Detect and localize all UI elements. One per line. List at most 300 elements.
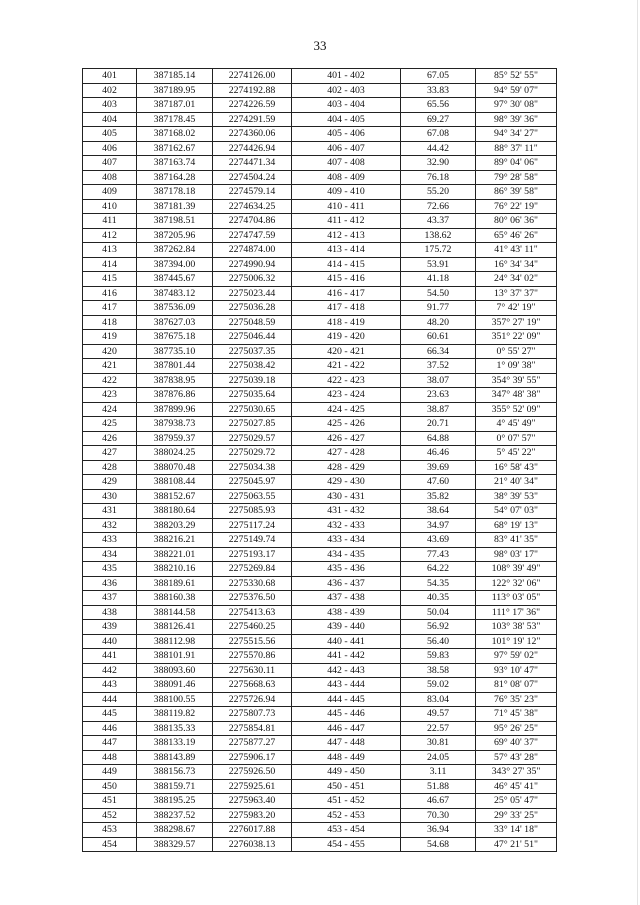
- table-row: [83, 504, 557, 519]
- northing-cell: 2275963.40: [213, 794, 292, 809]
- bearing-cell: 354° 39' 55": [476, 373, 557, 388]
- segment-cell: 410 - 411: [292, 199, 401, 214]
- point-id-cell: 437: [83, 591, 137, 606]
- northing-cell: 2275030.65: [213, 402, 292, 417]
- table-row: [83, 692, 557, 707]
- bearing-cell: 81° 08' 07": [476, 678, 557, 693]
- table-row: [83, 344, 557, 359]
- bearing-cell: 69° 40' 37": [476, 736, 557, 751]
- segment-cell: 434 - 435: [292, 547, 401, 562]
- point-id-cell: 422: [83, 373, 137, 388]
- table-row: [83, 475, 557, 490]
- point-id-cell: 429: [83, 475, 137, 490]
- bearing-cell: 357° 27' 19": [476, 315, 557, 330]
- easting-cell: 388091.46: [137, 678, 213, 693]
- bearing-cell: 89° 04' 06": [476, 156, 557, 171]
- northing-cell: 2275877.27: [213, 736, 292, 751]
- bearing-cell: 4° 45' 49": [476, 417, 557, 432]
- northing-cell: 2274579.14: [213, 185, 292, 200]
- easting-cell: 387938.73: [137, 417, 213, 432]
- table-row: [83, 185, 557, 200]
- distance-cell: 38.58: [401, 663, 476, 678]
- easting-cell: 388152.67: [137, 489, 213, 504]
- northing-cell: 2275023.44: [213, 286, 292, 301]
- distance-cell: 22.57: [401, 721, 476, 736]
- distance-cell: 48.20: [401, 315, 476, 330]
- bearing-cell: 122° 32' 06": [476, 576, 557, 591]
- point-id-cell: 427: [83, 446, 137, 461]
- point-id-cell: 428: [83, 460, 137, 475]
- distance-cell: 77.43: [401, 547, 476, 562]
- distance-cell: 55.20: [401, 185, 476, 200]
- easting-cell: 387838.95: [137, 373, 213, 388]
- northing-cell: 2275193.17: [213, 547, 292, 562]
- bearing-cell: 54° 07' 03": [476, 504, 557, 519]
- table-row: [83, 83, 557, 98]
- distance-cell: 67.05: [401, 69, 476, 84]
- northing-cell: 2276017.88: [213, 823, 292, 838]
- northing-cell: 2275926.50: [213, 765, 292, 780]
- northing-cell: 2275063.55: [213, 489, 292, 504]
- table-row: [83, 286, 557, 301]
- point-id-cell: 407: [83, 156, 137, 171]
- point-id-cell: 431: [83, 504, 137, 519]
- segment-cell: 441 - 442: [292, 649, 401, 664]
- easting-cell: 387205.96: [137, 228, 213, 243]
- bearing-cell: 13° 37' 37": [476, 286, 557, 301]
- northing-cell: 2274291.59: [213, 112, 292, 127]
- easting-cell: 387187.01: [137, 98, 213, 113]
- northing-cell: 2275668.63: [213, 678, 292, 693]
- point-id-cell: 452: [83, 808, 137, 823]
- easting-cell: 387163.74: [137, 156, 213, 171]
- table-row: [83, 750, 557, 765]
- segment-cell: 425 - 426: [292, 417, 401, 432]
- point-id-cell: 440: [83, 634, 137, 649]
- northing-cell: 2274226.59: [213, 98, 292, 113]
- point-id-cell: 402: [83, 83, 137, 98]
- easting-cell: 388108.44: [137, 475, 213, 490]
- segment-cell: 426 - 427: [292, 431, 401, 446]
- segment-cell: 419 - 420: [292, 330, 401, 345]
- segment-cell: 409 - 410: [292, 185, 401, 200]
- distance-cell: 46.46: [401, 446, 476, 461]
- point-id-cell: 453: [83, 823, 137, 838]
- bearing-cell: 351° 22' 09": [476, 330, 557, 345]
- point-id-cell: 424: [83, 402, 137, 417]
- table-row: [83, 199, 557, 214]
- bearing-cell: 71° 45' 38": [476, 707, 557, 722]
- northing-cell: 2274471.34: [213, 156, 292, 171]
- point-id-cell: 444: [83, 692, 137, 707]
- table-row: [83, 446, 557, 461]
- easting-cell: 387185.14: [137, 69, 213, 84]
- point-id-cell: 448: [83, 750, 137, 765]
- distance-cell: 175.72: [401, 243, 476, 258]
- point-id-cell: 420: [83, 344, 137, 359]
- distance-cell: 39.69: [401, 460, 476, 475]
- table-row: [83, 518, 557, 533]
- easting-cell: 388101.91: [137, 649, 213, 664]
- easting-cell: 388180.64: [137, 504, 213, 519]
- point-id-cell: 434: [83, 547, 137, 562]
- point-id-cell: 445: [83, 707, 137, 722]
- table-row: [83, 431, 557, 446]
- northing-cell: 2275460.25: [213, 620, 292, 635]
- northing-cell: 2274747.59: [213, 228, 292, 243]
- northing-cell: 2274360.06: [213, 127, 292, 142]
- segment-cell: 437 - 438: [292, 591, 401, 606]
- bearing-cell: 76° 35' 23": [476, 692, 557, 707]
- point-id-cell: 430: [83, 489, 137, 504]
- bearing-cell: 347° 48' 38": [476, 388, 557, 403]
- segment-cell: 423 - 424: [292, 388, 401, 403]
- bearing-cell: 65° 46' 26": [476, 228, 557, 243]
- bearing-cell: 21° 40' 34": [476, 475, 557, 490]
- bearing-cell: 29° 33' 25": [476, 808, 557, 823]
- point-id-cell: 403: [83, 98, 137, 113]
- bearing-cell: 94° 59' 07": [476, 83, 557, 98]
- point-id-cell: 442: [83, 663, 137, 678]
- distance-cell: 34.97: [401, 518, 476, 533]
- distance-cell: 41.18: [401, 272, 476, 287]
- table-row: [83, 736, 557, 751]
- bearing-cell: 38° 39' 53": [476, 489, 557, 504]
- segment-cell: 404 - 405: [292, 112, 401, 127]
- table-row: [83, 489, 557, 504]
- northing-cell: 2275034.38: [213, 460, 292, 475]
- easting-cell: 387801.44: [137, 359, 213, 374]
- easting-cell: 387181.39: [137, 199, 213, 214]
- segment-cell: 411 - 412: [292, 214, 401, 229]
- segment-cell: 430 - 431: [292, 489, 401, 504]
- easting-cell: 387189.95: [137, 83, 213, 98]
- segment-cell: 438 - 439: [292, 605, 401, 620]
- bearing-cell: 113° 03' 05": [476, 591, 557, 606]
- easting-cell: 388210.16: [137, 562, 213, 577]
- table-row: [83, 562, 557, 577]
- bearing-cell: 1° 09' 38": [476, 359, 557, 374]
- distance-cell: 38.07: [401, 373, 476, 388]
- segment-cell: 440 - 441: [292, 634, 401, 649]
- northing-cell: 2275726.94: [213, 692, 292, 707]
- distance-cell: 67.08: [401, 127, 476, 142]
- distance-cell: 43.69: [401, 533, 476, 548]
- northing-cell: 2275149.74: [213, 533, 292, 548]
- easting-cell: 388221.01: [137, 547, 213, 562]
- distance-cell: 72.66: [401, 199, 476, 214]
- northing-cell: 2274990.94: [213, 257, 292, 272]
- table-row: [83, 243, 557, 258]
- bearing-cell: 103° 38' 53": [476, 620, 557, 635]
- distance-cell: 36.94: [401, 823, 476, 838]
- northing-cell: 2274504.24: [213, 170, 292, 185]
- point-id-cell: 426: [83, 431, 137, 446]
- point-id-cell: 438: [83, 605, 137, 620]
- easting-cell: 387445.67: [137, 272, 213, 287]
- point-id-cell: 443: [83, 678, 137, 693]
- easting-cell: 388216.21: [137, 533, 213, 548]
- point-id-cell: 404: [83, 112, 137, 127]
- bearing-cell: 76° 22' 19": [476, 199, 557, 214]
- bearing-cell: 101° 19' 12": [476, 634, 557, 649]
- northing-cell: 2275807.73: [213, 707, 292, 722]
- easting-cell: 387675.18: [137, 330, 213, 345]
- table-row: [83, 576, 557, 591]
- northing-cell: 2275983.20: [213, 808, 292, 823]
- distance-cell: 66.34: [401, 344, 476, 359]
- bearing-cell: 0° 07' 57": [476, 431, 557, 446]
- northing-cell: 2274704.86: [213, 214, 292, 229]
- table-row: [83, 228, 557, 243]
- table-row: [83, 707, 557, 722]
- easting-cell: 387162.67: [137, 141, 213, 156]
- northing-cell: 2275925.61: [213, 779, 292, 794]
- segment-cell: 454 - 455: [292, 837, 401, 852]
- bearing-cell: 7° 42' 19": [476, 301, 557, 316]
- segment-cell: 446 - 447: [292, 721, 401, 736]
- table-row: [83, 533, 557, 548]
- bearing-cell: 111° 17' 36": [476, 605, 557, 620]
- easting-cell: 388156.73: [137, 765, 213, 780]
- point-id-cell: 416: [83, 286, 137, 301]
- northing-cell: 2275085.93: [213, 504, 292, 519]
- point-id-cell: 435: [83, 562, 137, 577]
- table-row: [83, 605, 557, 620]
- point-id-cell: 411: [83, 214, 137, 229]
- bearing-cell: 83° 41' 35": [476, 533, 557, 548]
- table-row: [83, 373, 557, 388]
- distance-cell: 70.30: [401, 808, 476, 823]
- distance-cell: 24.05: [401, 750, 476, 765]
- point-id-cell: 423: [83, 388, 137, 403]
- distance-cell: 54.68: [401, 837, 476, 852]
- distance-cell: 49.57: [401, 707, 476, 722]
- bearing-cell: 5° 45' 22": [476, 446, 557, 461]
- point-id-cell: 405: [83, 127, 137, 142]
- table-row: [83, 257, 557, 272]
- distance-cell: 64.22: [401, 562, 476, 577]
- point-id-cell: 433: [83, 533, 137, 548]
- segment-cell: 415 - 416: [292, 272, 401, 287]
- point-id-cell: 446: [83, 721, 137, 736]
- point-id-cell: 441: [83, 649, 137, 664]
- table-row: [83, 634, 557, 649]
- scan-edge: [637, 0, 638, 905]
- distance-cell: 138.62: [401, 228, 476, 243]
- northing-cell: 2275029.72: [213, 446, 292, 461]
- bearing-cell: 97° 59' 02": [476, 649, 557, 664]
- northing-cell: 2274874.00: [213, 243, 292, 258]
- point-id-cell: 447: [83, 736, 137, 751]
- northing-cell: 2275269.84: [213, 562, 292, 577]
- northing-cell: 2274192.88: [213, 83, 292, 98]
- table-row: [83, 156, 557, 171]
- easting-cell: 388070.48: [137, 460, 213, 475]
- easting-cell: 388160.38: [137, 591, 213, 606]
- bearing-cell: 95° 26' 25": [476, 721, 557, 736]
- easting-cell: 387536.09: [137, 301, 213, 316]
- easting-cell: 387394.00: [137, 257, 213, 272]
- segment-cell: 431 - 432: [292, 504, 401, 519]
- point-id-cell: 412: [83, 228, 137, 243]
- segment-cell: 417 - 418: [292, 301, 401, 316]
- easting-cell: 387262.84: [137, 243, 213, 258]
- segment-cell: 448 - 449: [292, 750, 401, 765]
- northing-cell: 2275515.56: [213, 634, 292, 649]
- segment-cell: 433 - 434: [292, 533, 401, 548]
- northing-cell: 2275038.42: [213, 359, 292, 374]
- segment-cell: 452 - 453: [292, 808, 401, 823]
- table-row: [83, 547, 557, 562]
- table-row: [83, 591, 557, 606]
- point-id-cell: 409: [83, 185, 137, 200]
- easting-cell: 387899.96: [137, 402, 213, 417]
- easting-cell: 388159.71: [137, 779, 213, 794]
- point-id-cell: 410: [83, 199, 137, 214]
- northing-cell: 2275048.59: [213, 315, 292, 330]
- easting-cell: 388100.55: [137, 692, 213, 707]
- bearing-cell: 24° 34' 02": [476, 272, 557, 287]
- table-row: [83, 721, 557, 736]
- segment-cell: 445 - 446: [292, 707, 401, 722]
- easting-cell: 388329.57: [137, 837, 213, 852]
- northing-cell: 2275046.44: [213, 330, 292, 345]
- segment-cell: 424 - 425: [292, 402, 401, 417]
- bearing-cell: 108° 39' 49": [476, 562, 557, 577]
- point-id-cell: 436: [83, 576, 137, 591]
- easting-cell: 388024.25: [137, 446, 213, 461]
- table-row: [83, 112, 557, 127]
- table-row: [83, 301, 557, 316]
- distance-cell: 83.04: [401, 692, 476, 707]
- table-row: [83, 272, 557, 287]
- table-row: [83, 678, 557, 693]
- page-number: 33: [313, 38, 327, 53]
- bearing-cell: 0° 55' 27": [476, 344, 557, 359]
- northing-cell: 2275570.86: [213, 649, 292, 664]
- segment-cell: 406 - 407: [292, 141, 401, 156]
- table-row: [83, 315, 557, 330]
- segment-cell: 443 - 444: [292, 678, 401, 693]
- segment-cell: 413 - 414: [292, 243, 401, 258]
- northing-cell: 2275006.32: [213, 272, 292, 287]
- table-row: [83, 460, 557, 475]
- easting-cell: 388189.61: [137, 576, 213, 591]
- bearing-cell: 68° 19' 13": [476, 518, 557, 533]
- point-id-cell: 432: [83, 518, 137, 533]
- distance-cell: 38.87: [401, 402, 476, 417]
- point-id-cell: 449: [83, 765, 137, 780]
- northing-cell: 2275039.18: [213, 373, 292, 388]
- point-id-cell: 421: [83, 359, 137, 374]
- distance-cell: 44.42: [401, 141, 476, 156]
- distance-cell: 30.81: [401, 736, 476, 751]
- segment-cell: 427 - 428: [292, 446, 401, 461]
- table-row: [83, 98, 557, 113]
- table-row: [83, 359, 557, 374]
- northing-cell: 2274634.25: [213, 199, 292, 214]
- distance-cell: 56.40: [401, 634, 476, 649]
- segment-cell: 444 - 445: [292, 692, 401, 707]
- easting-cell: 388119.82: [137, 707, 213, 722]
- point-id-cell: 408: [83, 170, 137, 185]
- segment-cell: 439 - 440: [292, 620, 401, 635]
- northing-cell: 2275036.28: [213, 301, 292, 316]
- distance-cell: 60.61: [401, 330, 476, 345]
- table-row: [83, 649, 557, 664]
- easting-cell: 387876.86: [137, 388, 213, 403]
- table-row: [83, 417, 557, 432]
- table-row: [83, 170, 557, 185]
- easting-cell: 388203.29: [137, 518, 213, 533]
- segment-cell: 416 - 417: [292, 286, 401, 301]
- easting-cell: 388133.19: [137, 736, 213, 751]
- table-row: [83, 214, 557, 229]
- bearing-cell: 94° 34' 27": [476, 127, 557, 142]
- point-id-cell: 451: [83, 794, 137, 809]
- northing-cell: 2275117.24: [213, 518, 292, 533]
- distance-cell: 50.04: [401, 605, 476, 620]
- segment-cell: 422 - 423: [292, 373, 401, 388]
- table-row: [83, 663, 557, 678]
- table-row: [83, 127, 557, 142]
- distance-cell: 38.64: [401, 504, 476, 519]
- distance-cell: 32.90: [401, 156, 476, 171]
- northing-cell: 2275630.11: [213, 663, 292, 678]
- segment-cell: 418 - 419: [292, 315, 401, 330]
- northing-cell: 2275045.97: [213, 475, 292, 490]
- coordinates-table-body: [83, 69, 557, 852]
- distance-cell: 51.88: [401, 779, 476, 794]
- distance-cell: 59.02: [401, 678, 476, 693]
- northing-cell: 2274426.94: [213, 141, 292, 156]
- distance-cell: 40.35: [401, 591, 476, 606]
- point-id-cell: 401: [83, 69, 137, 84]
- distance-cell: 59.83: [401, 649, 476, 664]
- northing-cell: 2275029.57: [213, 431, 292, 446]
- northing-cell: 2275035.64: [213, 388, 292, 403]
- distance-cell: 37.52: [401, 359, 476, 374]
- northing-cell: 2275854.81: [213, 721, 292, 736]
- distance-cell: 35.82: [401, 489, 476, 504]
- distance-cell: 76.18: [401, 170, 476, 185]
- easting-cell: 387735.10: [137, 344, 213, 359]
- table-row: [83, 779, 557, 794]
- segment-cell: 447 - 448: [292, 736, 401, 751]
- point-id-cell: 425: [83, 417, 137, 432]
- northing-cell: 2275906.17: [213, 750, 292, 765]
- segment-cell: 432 - 433: [292, 518, 401, 533]
- segment-cell: 435 - 436: [292, 562, 401, 577]
- easting-cell: 388143.89: [137, 750, 213, 765]
- easting-cell: 388093.60: [137, 663, 213, 678]
- bearing-cell: 355° 52' 09": [476, 402, 557, 417]
- coordinates-table: [82, 68, 557, 852]
- easting-cell: 388112.98: [137, 634, 213, 649]
- bearing-cell: 16° 58' 43": [476, 460, 557, 475]
- segment-cell: 405 - 406: [292, 127, 401, 142]
- point-id-cell: 413: [83, 243, 137, 258]
- bearing-cell: 57° 43' 28": [476, 750, 557, 765]
- table-row: [83, 402, 557, 417]
- segment-cell: 407 - 408: [292, 156, 401, 171]
- easting-cell: 388135.33: [137, 721, 213, 736]
- segment-cell: 420 - 421: [292, 344, 401, 359]
- segment-cell: 403 - 404: [292, 98, 401, 113]
- point-id-cell: 415: [83, 272, 137, 287]
- point-id-cell: 419: [83, 330, 137, 345]
